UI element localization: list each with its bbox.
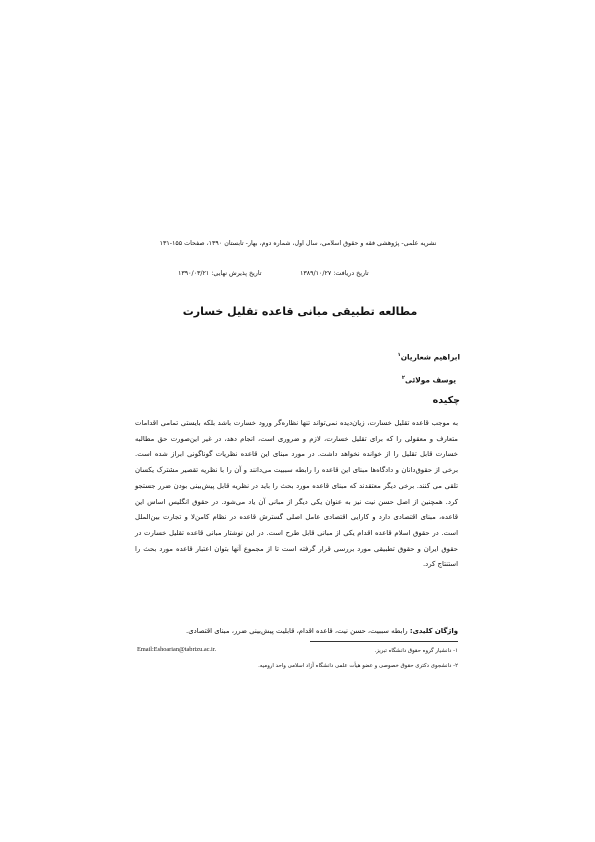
- author-2: [402, 375, 456, 384]
- journal-citation: نشریه علمی- پژوهشی فقه و حقوق اسلامی، سال اول، شماره دوم، بهار- تابستان ۱۳۹۰، صفحات ۱۵۵-۱۳۱: [159, 240, 437, 247]
- footnote-2: ۲- دانشجوی دکتری حقوق خصوصی و عضو هیأت علمی دانشگاه آزاد اسلامی واحد ارومیه.: [258, 663, 458, 669]
- footnote-1-email: Email:Eshoarian@tabrizu.ac.ir.: [137, 646, 217, 653]
- keywords-text: رابطه سببیت، حسن نیت، قاعده اقدام، قابلیت پیش‌بینی ضرر، مبنای اقتصادی.: [186, 627, 410, 635]
- footnote-1: ۱- دانشیار گروه حقوق دانشگاه تبریز.: [374, 648, 458, 654]
- author-1: [398, 352, 460, 361]
- keywords: [135, 627, 458, 635]
- date-received: تاریخ دریافت: ۱۳۸۹/۱۰/۲۷: [300, 270, 369, 277]
- author-1-footnote-mark: ۱: [397, 352, 401, 358]
- abstract-heading: چکیده: [432, 395, 460, 406]
- paper-title: مطالعه تطبیقی مبانی قاعده تقلیل خسارت: [182, 305, 418, 318]
- author-1-name: ابراهیم شعاریان: [400, 352, 460, 362]
- abstract-body: به موجب قاعده تقلیل خسارت، زیان‌دیده نمی‌تواند تنها نظاره‌گر ورود خسارت باشد بلکه بایستی تمامی اقدامات متعارف و معقولی را که برای تقلیل خسارت، لازم و ضروری است، انجام دهد، در غیر این‌صورت حق مطالبه خسارت قابل تقلیل را از خوانده نخواهد داشت. در مورد مبنای این قاعده نظریات گوناگونی ابراز شده است. برخی از حقوق‌دانان و دادگاه‌ها مبنای این قاعده را رابطه سببیت می‌دانند و آن را با نظریه تقصیر مشترک یکسان تلقی می کنند. برخی دیگر معتقدند که مبنای قاعده مورد بحث را باید در نظریه قابل پیش‌بینی بودن ضرر جستجو کرد. همچنین از اصل حسن نیت نیز به عنوان یکی دیگر از مبانی آن یاد می‌شود. در حقوق انگلیس اساس این قاعده، مبنای اقتصادی دارد و کارایی اقتصادی عامل اصلی گسترش قاعده در نظام کامن‌لا و تجارت بین‌الملل است. در حقوق اسلام قاعده اقدام یکی از مبانی قابل طرح است. در این نوشتار مبانی قاعده تقلیل خسارت در حقوق ایران و حقوق تطبیقی مورد بررسی قرار گرفته است تا از مجموع آنها بتوان اعتبار قاعده مورد بحث را استنتاج کرد.: [135, 419, 458, 569]
- date-accepted: تاریخ پذیرش نهایی: ۱۳۹۰/۰۳/۲۱: [178, 270, 262, 277]
- footnote-divider: [310, 641, 458, 642]
- author-2-footnote-mark: ۲: [401, 375, 405, 381]
- author-2-name: یوسف مولائی: [404, 375, 456, 385]
- keywords-label: واژگان کلیدی:: [409, 627, 458, 635]
